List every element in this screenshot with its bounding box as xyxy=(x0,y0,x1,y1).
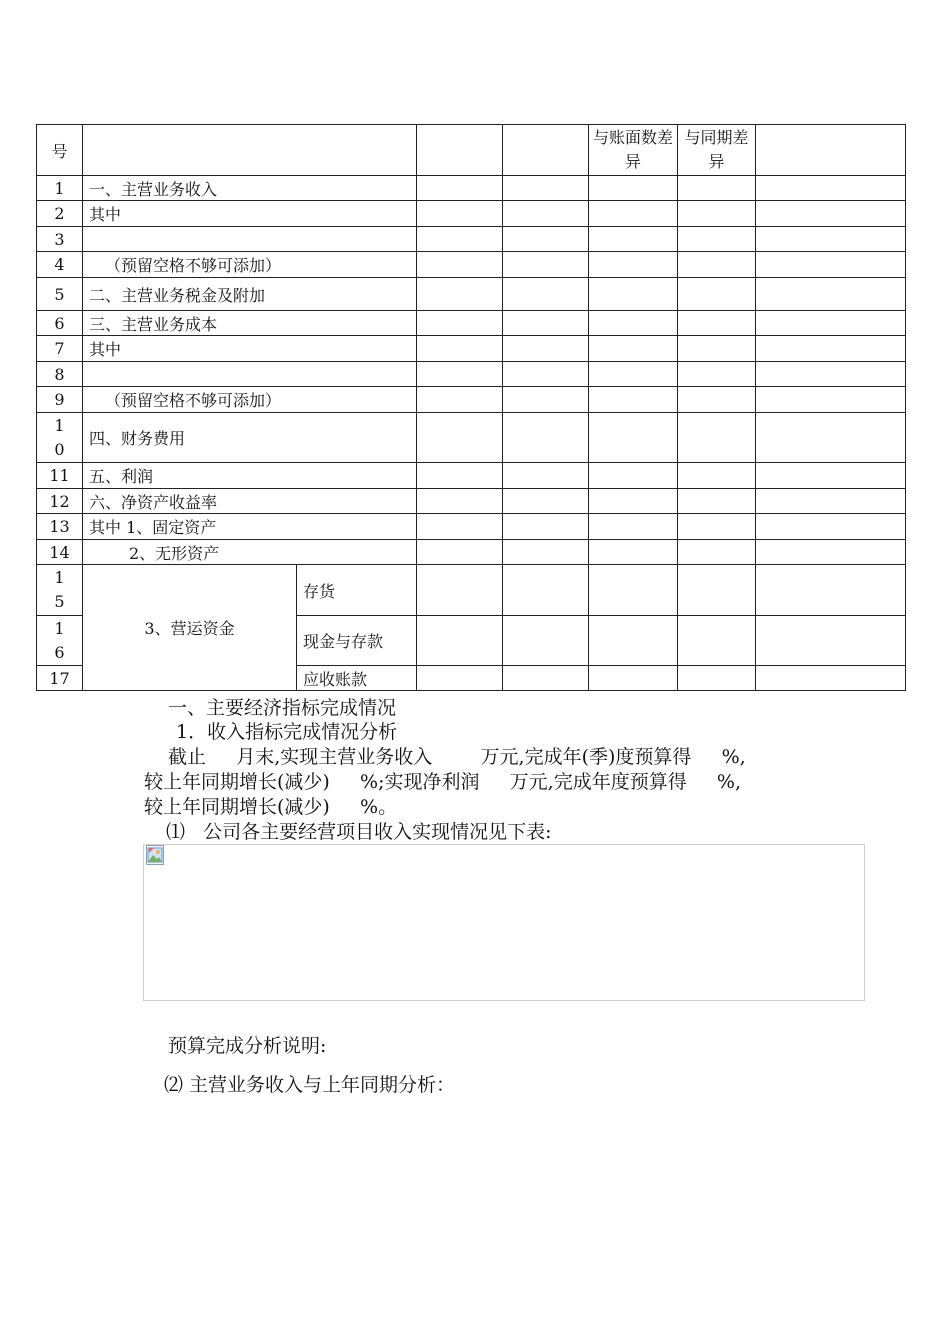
row-no: 10 xyxy=(54,415,65,459)
row-no-split xyxy=(37,413,83,463)
row-no: 4 xyxy=(37,252,83,278)
row-no: 5 xyxy=(37,278,83,311)
row-item: 六、净资产收益率 xyxy=(83,489,417,514)
table-header-row xyxy=(37,125,906,176)
row-item: （预留空格不够可添加） xyxy=(83,387,417,413)
row-item: 存货 xyxy=(297,565,417,616)
row-item: 现金与存款 xyxy=(297,616,417,666)
indicator-table xyxy=(36,124,906,691)
row-item: 其中 xyxy=(83,201,417,227)
table-row xyxy=(37,387,906,413)
row-no: 15 xyxy=(54,568,65,611)
row-item: 其中 1、固定资产 xyxy=(83,514,417,540)
paragraph-line-3: 较上年同期增长(减少) %。 xyxy=(144,796,398,818)
row-item: 五、利润 xyxy=(83,463,417,489)
table-row xyxy=(37,311,906,336)
row-no: 3 xyxy=(37,227,83,252)
row-no: 14 xyxy=(37,540,83,565)
table-row xyxy=(37,176,906,201)
row-no: 6 xyxy=(37,311,83,336)
table-row xyxy=(37,463,906,489)
table-row xyxy=(37,540,906,565)
row-item xyxy=(83,227,417,252)
row-item: 应收账款 xyxy=(297,666,417,691)
table-row xyxy=(37,413,906,463)
row-no: 12 xyxy=(37,489,83,514)
table-row xyxy=(37,565,906,616)
row-item: 三、主营业务成本 xyxy=(83,311,417,336)
table-row xyxy=(37,227,906,252)
row-no: 9 xyxy=(37,387,83,413)
row-item: 一、主营业务收入 xyxy=(83,176,417,201)
header-item xyxy=(83,125,417,176)
item-2-text: ⑵ 主营业务收入与上年同期分析： xyxy=(164,1074,456,1096)
header-no: 号 xyxy=(37,125,83,176)
row-no: 8 xyxy=(37,362,83,387)
header-col-4 xyxy=(503,125,589,176)
table-row xyxy=(37,201,906,227)
row-no: 17 xyxy=(37,666,83,691)
header-col-7 xyxy=(756,125,906,176)
section-title: 一、主要经济指标完成情况 xyxy=(168,697,397,719)
row-item: （预留空格不够可添加） xyxy=(83,252,417,278)
table-row xyxy=(37,252,906,278)
row-no: 16 xyxy=(54,618,65,662)
row-no: 11 xyxy=(37,463,83,489)
subsection-title: 1．收入指标完成情况分析 xyxy=(176,721,398,743)
row-no: 13 xyxy=(37,514,83,540)
table-row xyxy=(37,336,906,362)
row-no-split xyxy=(37,616,83,666)
broken-image-icon xyxy=(146,845,164,865)
group-label: 3、营运资金 xyxy=(83,565,297,691)
paragraph-line-1: 截止 月末,实现主营业务收入 万元,完成年(季)度预算得 %, xyxy=(168,746,746,768)
table-row xyxy=(37,362,906,387)
table-row xyxy=(37,278,906,311)
budget-analysis-note: 预算完成分析说明: xyxy=(168,1035,327,1057)
table-row xyxy=(37,514,906,540)
paragraph-line-2: 较上年同期增长(减少) %;实现净利润 万元,完成年度预算得 %, xyxy=(144,771,742,793)
row-no-split xyxy=(37,565,83,616)
row-item: 二、主营业务税金及附加 xyxy=(83,278,417,311)
header-diff-book: 与账面数差异 xyxy=(589,125,678,176)
row-item xyxy=(83,362,417,387)
row-item: 2、无形资产 xyxy=(83,540,417,565)
row-no: 2 xyxy=(37,201,83,227)
row-no: 7 xyxy=(37,336,83,362)
row-item: 其中 xyxy=(83,336,417,362)
row-no: 1 xyxy=(37,176,83,201)
header-col-3 xyxy=(417,125,503,176)
item-1-text: ⑴ 公司各主要经营项目收入实现情况见下表: xyxy=(166,821,552,843)
embedded-table-image xyxy=(143,844,865,1001)
header-diff-period: 与同期差异 xyxy=(678,125,756,176)
row-item: 四、财务费用 xyxy=(83,413,417,463)
table-row xyxy=(37,489,906,514)
